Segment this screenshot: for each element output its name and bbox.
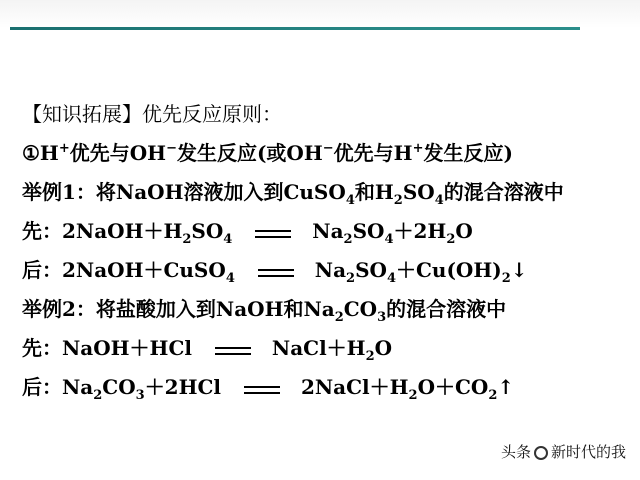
slide-content [22,95,632,407]
rule-line [22,134,632,173]
header-accent-line [10,27,580,30]
eq4-right-a: 2NaCl＋H [300,375,409,399]
eq2-right-b: SO [355,258,387,282]
eq2-right-sub2: 4 [386,271,397,286]
rule-sup-b: − [166,141,177,156]
eq2-right-c: ＋Cu(OH) [396,258,502,282]
eq2-left-sub1: 4 [225,271,235,286]
eq4-left-sub1: 2 [93,388,103,403]
eq1-right-sub2: 4 [384,232,394,247]
eq1-left-sub1: 2 [182,232,192,247]
eq1-left-sub2: 4 [223,232,233,247]
example2-part-b: CO [343,297,378,321]
watermark-prefix: 头条 [500,443,531,461]
rule-part-c: 发生反应(或OH [176,141,323,165]
eq1-right-c: ＋2H [393,219,447,243]
equals-sign [215,347,251,355]
eq4-right-sub2: 2 [488,388,498,403]
title-line [22,95,632,134]
equals-sign [258,269,294,277]
eq1-left-a: 先：2NaOH＋H [22,219,183,243]
eq2-right-a: Na [314,258,347,282]
example1-sub-b: 2 [393,193,403,208]
example1-part-c: SO [402,180,435,204]
eq4-left-a: 后：Na [22,375,94,399]
example1-part-a: 举例1：将NaOH溶液加入到CuSO [22,180,346,204]
eq3-right-b: O [374,336,393,360]
eq4-right-c: ↑ [497,375,515,399]
watermark-handle: 新时代的我 [550,443,626,461]
equation-2 [22,251,632,290]
eq1-right-sub3: 2 [446,232,456,247]
example1-sub-c: 4 [434,193,444,208]
equals-sign [244,386,280,394]
rule-sup-c: − [322,141,334,156]
example2-sub-b: 3 [377,310,387,325]
eq1-right-a: Na [312,219,344,243]
example1-line [22,173,632,212]
example2-part-a: 举例2：将盐酸加入到NaOH和Na [22,297,335,321]
eq4-right-b: O＋CO [417,375,489,399]
eq3-right-sub1: 2 [365,349,375,364]
example1-part-d: 的混合溶液中 [443,180,564,204]
equation-1 [22,212,632,251]
equation-4 [22,368,632,407]
eq2-right-sub1: 2 [346,271,356,286]
header-shade [0,0,640,28]
title-text: 【知识拓展】优先反应原则： [22,102,282,126]
header-bar [0,0,640,34]
at-icon [534,446,548,460]
eq3-left-a: 先：NaOH＋HCl [22,336,192,360]
eq1-right-sub1: 2 [343,232,353,247]
example1-sub-a: 4 [345,193,355,208]
eq4-right-sub1: 2 [408,388,418,403]
eq2-left-a: 后：2NaOH＋CuSO [22,258,226,282]
rule-part-b: 优先与OH [69,141,167,165]
example1-part-b: 和H [354,180,394,204]
eq1-left-b: SO [191,219,224,243]
eq4-left-sub2: 3 [135,388,145,403]
rule-sup-d: + [412,141,424,156]
eq3-right-a: NaCl＋H [271,336,366,360]
eq4-left-b: CO [102,375,136,399]
rule-part-a: ①H [22,141,59,165]
eq4-left-c: ＋2HCl [144,375,222,399]
eq2-right-sub3: 2 [501,271,511,286]
equals-sign [255,230,291,238]
rule-sup-a: + [58,141,70,156]
equation-3 [22,329,632,368]
example2-line [22,290,632,329]
example2-part-c: 的混合溶液中 [386,297,507,321]
rule-part-e: 发生反应) [423,141,513,165]
rule-part-d: 优先与H [333,141,413,165]
watermark [501,441,626,462]
eq1-right-d: O [455,219,473,243]
eq2-right-d: ↓ [510,258,528,282]
eq1-right-b: SO [352,219,385,243]
example2-sub-a: 2 [334,310,344,325]
